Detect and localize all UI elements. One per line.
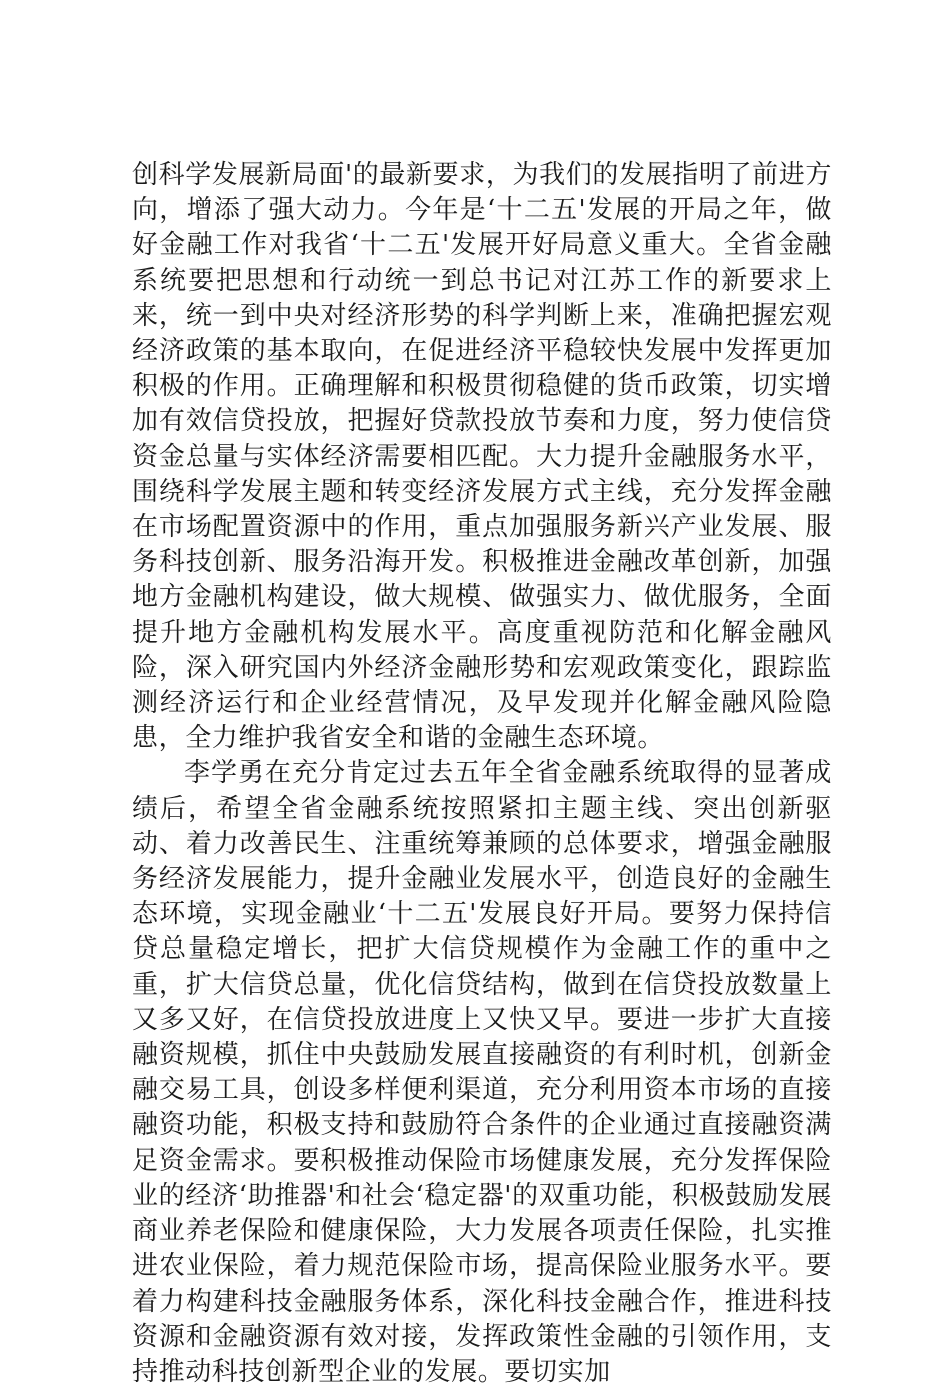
paragraph-2: 李学勇在充分肯定过去五年全省金融系统取得的显著成绩后，希望全省金融系统按照紧扣主题主线、突出创新驱动、着力改善民生、注重统筹兼顾的总体要求，增强金融服务经济发展能力，提升金融业发展水平，创造良好的金融生态环境，实现金融业‘十二五'发展良好开局。要努力保持信贷总量稳定增长，把扩大信贷规模作为金融工作的重中之重，扩大信贷总量，优化信贷结构，做到在信贷投放数量上又多又好，在信贷投放进度上又快又早。要进一步扩大直接融资规模，抓住中央鼓励发展直接融资的有利时机，创新金融交易工具，创设多样便利渠道，充分利用资本市场的直接融资功能，积极支持和鼓励符合条件的企业通过直接融资满足资金需求。要积极推动保险市场健康发展，充分发挥保险业的经济‘助推器'和社会‘稳定器'的双重功能，积极鼓励发展商业养老保险和健康保险，大力发展各项责任保险，扎实推进农业保险，着力规范保险市场，提高保险业服务水平。要着力构建科技金融服务体系，深化科技金融合作，推进科技资源和金融资源有效对接，发挥政策性金融的引领作用，支持推动科技创新型企业的发展。要切实加 [132,758,832,1387]
body-text [132,158,832,1390]
paragraph-1: 创科学发展新局面'的最新要求，为我们的发展指明了前进方向，增添了强大动力。今年是‘十二五'发展的开局之年，做好金融工作对我省‘十二五'发展开好局意义重大。全省金融系统要把思想和行动统一到总书记对江苏工作的新要求上来，统一到中央对经济形势的科学判断上来，准确把握宏观经济政策的基本取向，在促进经济平稳较快发展中发挥更加积极的作用。正确理解和积极贯彻稳健的货币政策，切实增加有效信贷投放，把握好贷款投放节奏和力度，努力使信贷资金总量与实体经济需要相匹配。大力提升金融服务水平，围绕科学发展主题和转变经济发展方式主线，充分发挥金融在市场配置资源中的作用，重点加强服务新兴产业发展、服务科技创新、服务沿海开发。积极推进金融改革创新，加强地方金融机构建设，做大规模、做强实力、做优服务，全面提升地方金融机构发展水平。高度重视防范和化解金融风险，深入研究国内外经济金融形势和宏观政策变化，跟踪监测经济运行和企业经营情况，及早发现并化解金融风险隐患，全力维护我省安全和谐的金融生态环境。 [132,160,832,754]
